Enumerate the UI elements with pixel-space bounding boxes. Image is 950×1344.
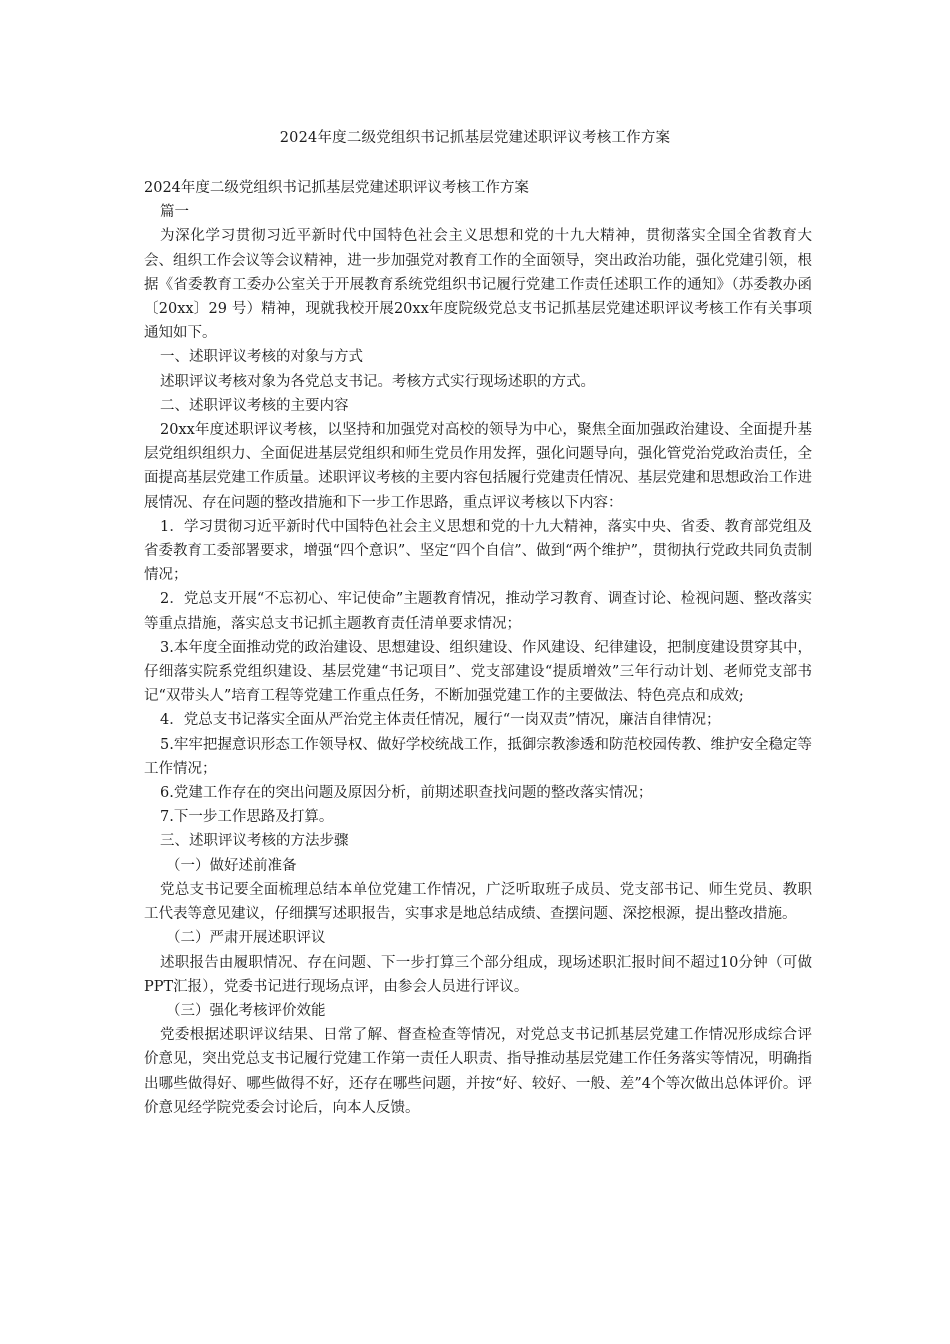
part-label: 篇一: [160, 204, 189, 221]
list-item: 4．党总支书记落实全面从严治党主体责任情况，履行“一岗双责”情况，廉洁自律情况；: [160, 712, 721, 729]
paragraph: 20xx年度述职评议考核，以坚持和加强党对高校的领导为中心，聚焦全面加强政治建设、全面提升基层党组织组织力、全面促进基层党组织和师生党员作用发挥，强化问题导向，强化管党治党政治责任，全面提高基层党建工作质量。述职评议考核的主要内容包括履行党建责任情况、基层党建和思想政治工作进展情况、存在问题的整改措施和下一步工作思路，重点评议考核以下内容：: [144, 422, 812, 511]
paragraph: 为深化学习贯彻习近平新时代中国特色社会主义思想和党的十九大精神，贯彻落实全国全省教育大会、组织工作会议等会议精神，进一步加强党对教育工作的全面领导，突出政治功能，强化党建引领，根据《省委教育工委办公室关于开展教育系统党组织书记履行党建工作责任述职工作的通知》（苏委教办函〔20xx〕29 号）精神，现就我校开展20xx年度院级党总支书记抓基层党建述职评议考核工作有关事项通知如下。: [144, 228, 812, 342]
paragraph: 党总支书记要全面梳理总结本单位党建工作情况，广泛听取班子成员、党支部书记、师生党员、教职工代表等意见建议，仔细撰写述职报告，实事求是地总结成绩、查摆问题、深挖根源，提出整改措施。: [144, 881, 812, 923]
document-subtitle: 2024年度二级党组织书记抓基层党建述职评议考核工作方案: [144, 180, 529, 196]
list-item: 5.牢牢把握意识形态工作领导权、做好学校统战工作，抵御宗教渗透和防范校园传教、维护安全稳定等工作情况；: [144, 736, 812, 777]
list-item: 7.下一步工作思路及打算。: [160, 809, 334, 826]
section-heading: 二、述职评议考核的主要内容: [160, 397, 349, 414]
paragraph: 党委根据述职评议结果、日常了解、督查检查等情况，对党总支书记抓基层党建工作情况形成综合评价意见，突出党总支书记履行党建工作第一责任人职责、指导推动基层党建工作任务落实等情况，明确指出哪些做得好、哪些做得不好，还存在哪些问题，并按“好、较好、一般、差”4个等次做出总体评价。评价意见经学院党委会讨论后，向本人反馈。: [144, 1027, 812, 1116]
paragraph: 述职报告由履职情况、存在问题、下一步打算三个部分组成，现场述职汇报时间不超过10分钟（可做PPT汇报），党委书记进行现场点评，由参会人员进行评议。: [144, 954, 812, 995]
list-item: 6.党建工作存在的突出问题及原因分析，前期述职查找问题的整改落实情况；: [160, 785, 653, 802]
subsection-heading: （一）做好述前准备: [166, 857, 297, 874]
document-title: 2024年度二级党组织书记抓基层党建述职评议考核工作方案: [279, 130, 671, 146]
paragraph: 述职评议考核对象为各党总支书记。考核方式实行现场述职的方式。: [160, 373, 595, 390]
document-body: [144, 176, 812, 1120]
section-heading: 三、述职评议考核的方法步骤: [160, 833, 349, 850]
subsection-heading: （二）严肃开展述职评议: [166, 930, 326, 947]
section-heading: 一、述职评议考核的对象与方式: [160, 349, 363, 366]
list-item: 1．学习贯彻习近平新时代中国特色社会主义思想和党的十九大精神，落实中央、省委、教育部党组及省委教育工委部署要求，增强“四个意识”、坚定“四个自信”、做到“两个维护”，贯彻执行党政共同负责制情况；: [144, 518, 812, 584]
subsection-heading: （三）强化考核评价效能: [166, 1002, 326, 1019]
list-item: 3.本年度全面推动党的政治建设、思想建设、组织建设、作风建设、纪律建设，把制度建设贯穿其中，仔细落实院系党组织建设、基层党建“书记项目”、党支部建设“提质增效”三年行动计划、老师党支部书记“双带头人”培育工程等党建工作重点任务，不断加强党建工作的主要做法、特色亮点和成效;: [144, 639, 812, 705]
list-item: 2．党总支开展“不忘初心、牢记使命”主题教育情况，推动学习教育、调查讨论、检视问题、整改落实等重点措施，落实总支书记抓主题教育责任清单要求情况；: [144, 591, 812, 632]
